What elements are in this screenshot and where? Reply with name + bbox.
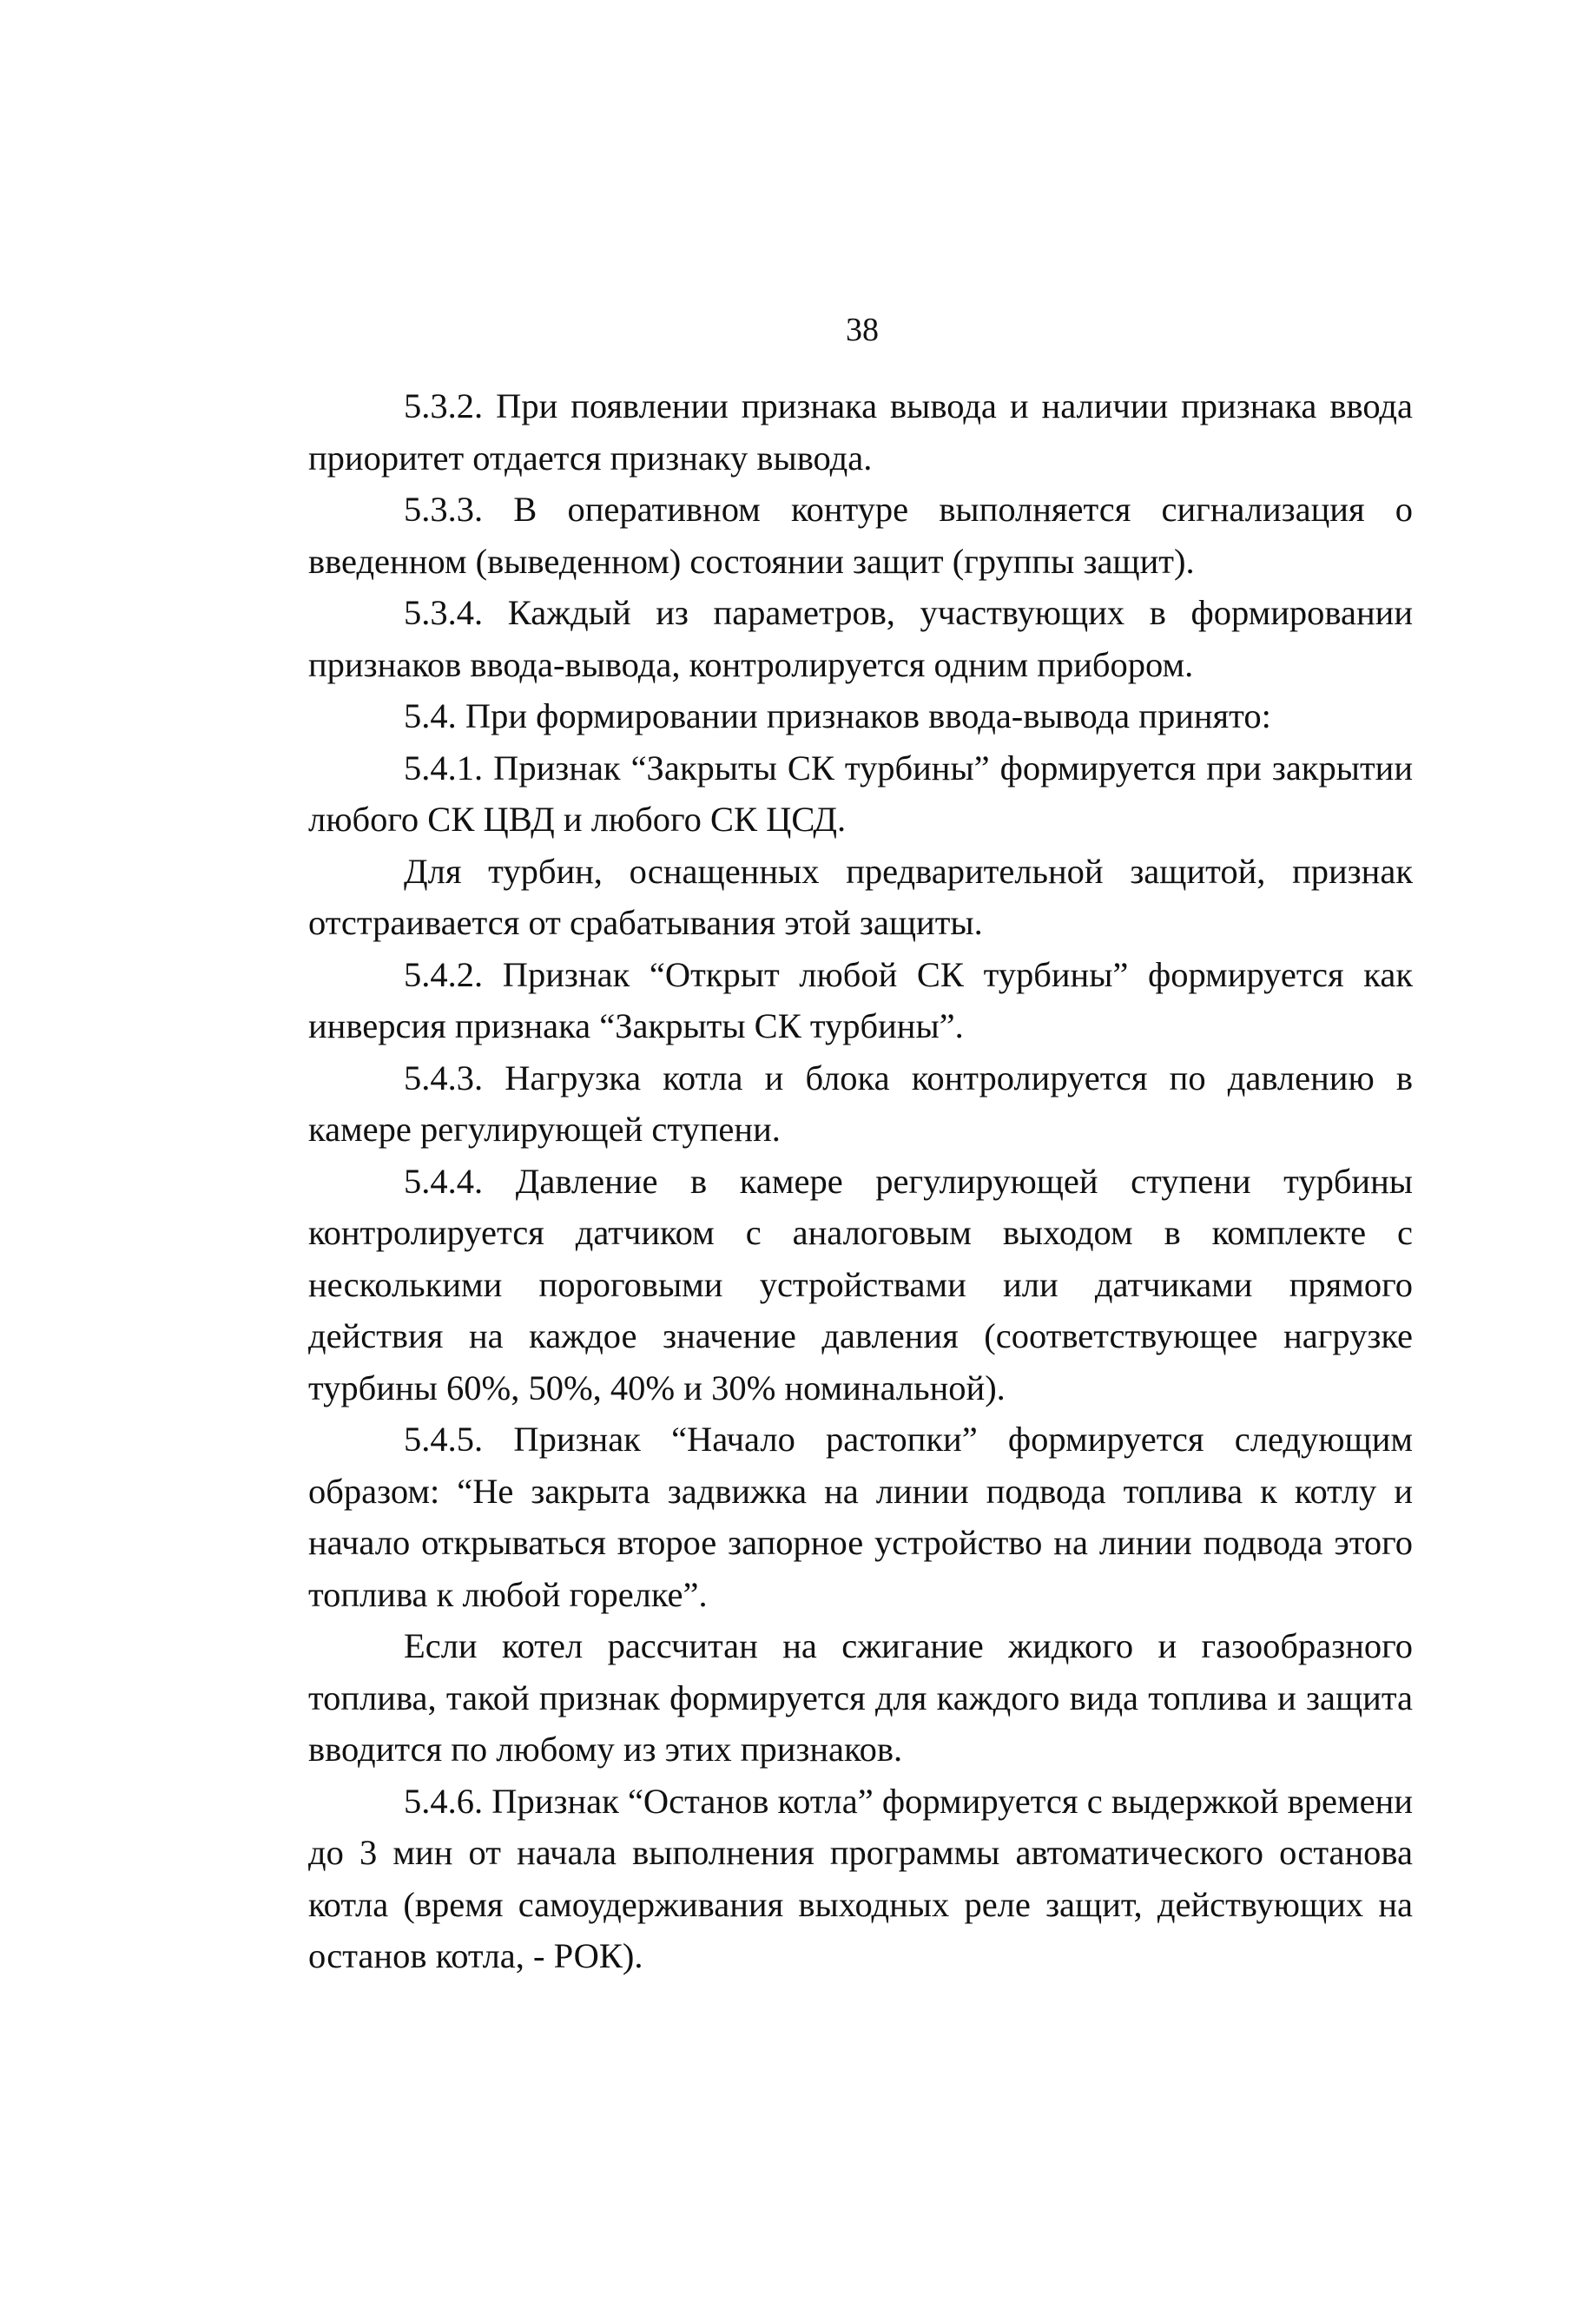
paragraph-5-4-1: 5.4.1. Признак “Закрыты СК турбины” формируется при закрытии любого СК ЦВД и любого СК ЦСД. — [308, 748, 1413, 839]
paragraph-5-3-3: 5.3.3. В оперативном контуре выполняется сигнализация о введенном (выведенном) состоянии защит (группы защит). — [308, 490, 1413, 581]
body-text — [308, 380, 1413, 1982]
paragraph-5-4-5-note: Если котел рассчитан на сжигание жидкого и газообразного топлива, такой признак формируется для каждого вида топлива и защита вводится по любому из этих признаков. — [308, 1626, 1413, 1769]
paragraph-5-4-1-note: Для турбин, оснащенных предварительной защитой, признак отстраивается от срабатывания этой защиты. — [308, 851, 1413, 942]
paragraph-5-4-3: 5.4.3. Нагрузка котла и блока контролируется по давлению в камере регулирующей ступени. — [308, 1058, 1413, 1149]
paragraph-5-3-4: 5.3.4. Каждый из параметров, участвующих в формировании признаков ввода-вывода, контролируется одним прибором. — [308, 593, 1413, 684]
paragraph-5-4-2: 5.4.2. Признак “Открыт любой СК турбины” формируется как инверсия признака “Закрыты СК турбины”. — [308, 954, 1413, 1045]
paragraph-5-4-5: 5.4.5. Признак “Начало растопки” формируется следующим образом: “Не закрыта задвижка на линии подвода топлива к котлу и начало открываться второе запорное устройство на линии подвода этого топлива к любой горелке”. — [308, 1420, 1413, 1614]
page-number: 38 — [846, 312, 879, 348]
paragraph-5-4-6: 5.4.6. Признак “Останов котла” формируется с выдержкой времени до 3 мин от начала выполнения программы автоматического останова котла (время самоудерживания выходных реле защит, действующих на останов котла, - РОК). — [308, 1781, 1413, 1975]
paragraph-5-3-2: 5.3.2. При появлении признака вывода и наличии признака ввода приоритет отдается признаку вывода. — [308, 386, 1413, 478]
paragraph-5-4-4: 5.4.4. Давление в камере регулирующей ступени турбины контролируется датчиком с аналоговым выходом в комплекте с несколькими пороговыми устройствами или датчиками прямого действия на каждое значение давления (соответствующее нагрузке турбины 60%, 50%, 40% и 30% номинальной). — [308, 1161, 1413, 1407]
paragraph-5-4: 5.4. При формировании признаков ввода-вывода принято: — [404, 696, 1271, 735]
